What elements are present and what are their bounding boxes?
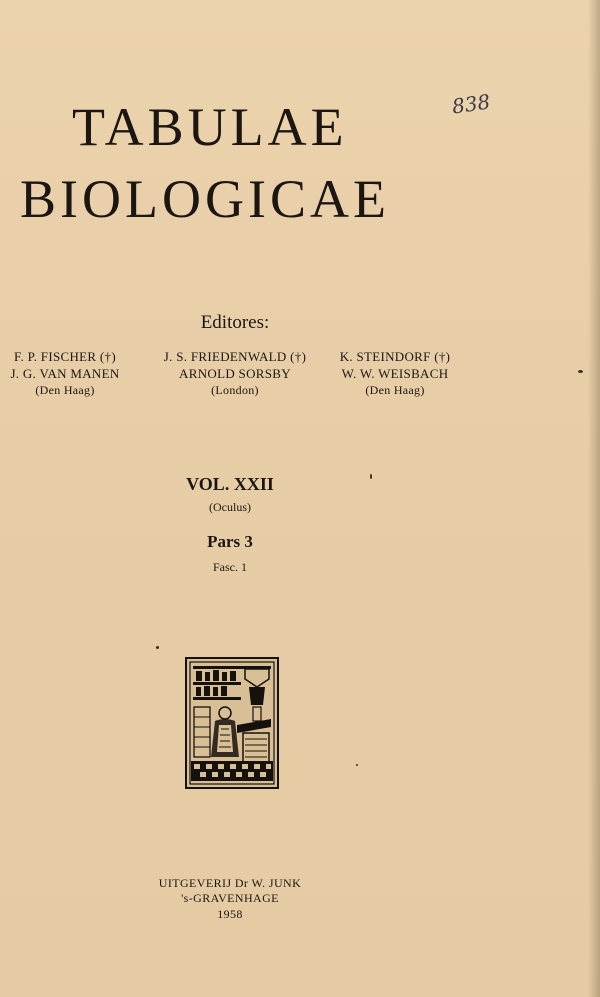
- paper-speck: [578, 370, 583, 373]
- editors-heading: Editores:: [200, 312, 270, 333]
- editor-name: J. G. VAN MANEN: [10, 366, 120, 381]
- editor-name: K. STEINDORF (†): [339, 349, 451, 364]
- page-edge-shadow: [588, 0, 600, 997]
- editor-name: F. P. FISCHER (†): [14, 349, 116, 364]
- printer-woodcut-emblem: [185, 657, 279, 789]
- fascicle-number: Fasc. 1: [213, 560, 247, 574]
- volume-subject: (Oculus): [209, 500, 251, 514]
- editor-column-1: [0, 348, 130, 399]
- editor-name: ARNOLD SORSBY: [179, 366, 291, 381]
- editor-column-3: [325, 348, 465, 399]
- handwritten-note: 838: [450, 89, 492, 119]
- paper-speck: [356, 764, 358, 766]
- paper-speck: [156, 646, 159, 649]
- volume-number: VOL. XXII: [186, 474, 274, 494]
- editor-location: (London): [211, 383, 259, 397]
- paper-speck: [370, 474, 372, 479]
- editor-location: (Den Haag): [365, 383, 425, 397]
- editor-location: (Den Haag): [35, 383, 95, 397]
- title-line-1: TABULAE: [72, 97, 348, 157]
- title-line-2: BIOLOGICAE: [20, 169, 390, 229]
- editor-name: W. W. WEISBACH: [341, 366, 449, 381]
- editor-name: J. S. FRIEDENWALD (†): [163, 349, 307, 364]
- publisher-city: 's-GRAVENHAGE: [181, 891, 279, 905]
- publication-year: 1958: [217, 907, 243, 921]
- pars-number: Pars 3: [207, 532, 253, 551]
- publisher-name: UITGEVERIJ Dr W. JUNK: [158, 876, 302, 890]
- editor-column-2: [140, 348, 330, 399]
